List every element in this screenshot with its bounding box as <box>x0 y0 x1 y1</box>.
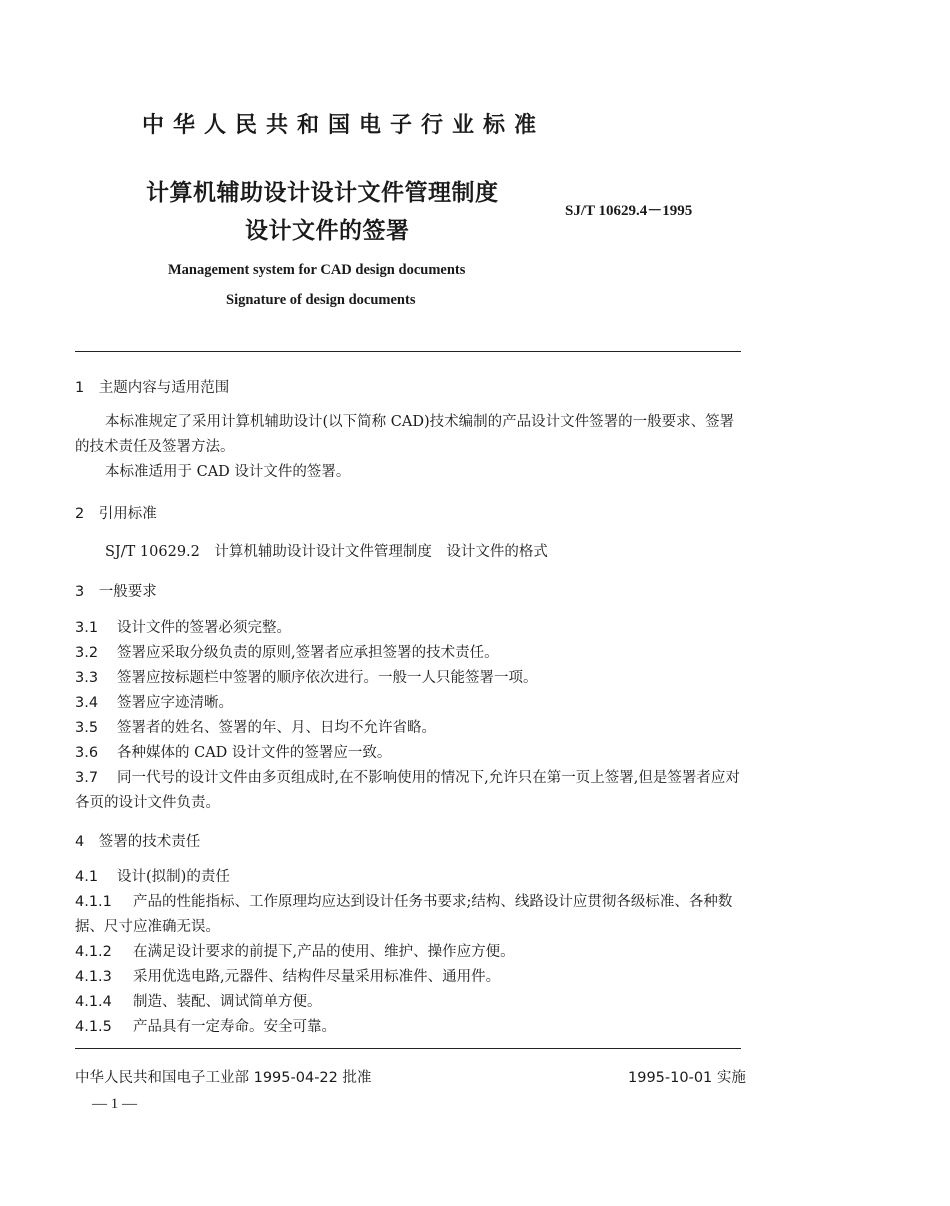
list-item <box>75 890 741 940</box>
list-item <box>75 691 741 716</box>
item-number: 4.1.5 <box>75 1019 112 1035</box>
item-number: 3.6 <box>75 745 99 761</box>
item-text: 采用优选电路,元器件、结构件尽量采用标准件、通用件。 <box>133 969 501 985</box>
section-1-heading: 1 主题内容与适用范围 <box>75 380 230 396</box>
issuing-organization: 中华人民共和国电子行业标准 <box>142 113 546 138</box>
english-title-line2: Signature of design documents <box>226 292 416 308</box>
item-text: 产品的性能指标、工作原理均应达到设计任务书要求;结构、线路设计应贯彻各级标准、各种数据、尺寸应准确无误。 <box>75 894 733 935</box>
list-item <box>75 1015 741 1040</box>
item-text: 产品具有一定寿命。安全可靠。 <box>133 1019 336 1035</box>
list-item <box>75 940 741 965</box>
item-number: 3.5 <box>75 720 99 736</box>
list-item <box>75 616 741 641</box>
list-item <box>75 965 741 990</box>
list-item <box>75 766 741 816</box>
section-3-list <box>75 616 741 816</box>
section-1-body <box>75 410 741 485</box>
list-item <box>75 666 741 691</box>
item-number: 4.1.3 <box>75 969 112 985</box>
list-item <box>75 865 741 890</box>
item-number: 4.1 <box>75 869 99 885</box>
item-number: 3.2 <box>75 645 99 661</box>
document-title-line1: 计算机辅助设计设计文件管理制度 <box>146 180 499 206</box>
section-2-heading: 2 引用标准 <box>75 506 157 522</box>
list-item <box>75 716 741 741</box>
item-text: 制造、装配、调试简单方便。 <box>133 994 322 1010</box>
item-text: 各种媒体的 CAD 设计文件的签署应一致。 <box>117 745 392 761</box>
page-number: — 1 — <box>92 1096 137 1112</box>
item-text: 签署者的姓名、签署的年、月、日均不允许省略。 <box>117 720 436 736</box>
effective-date: 1995-10-01 实施 <box>628 1070 746 1086</box>
standard-number: SJ/T 10629.4－1995 <box>565 203 693 219</box>
item-number: 4.1.1 <box>75 894 112 910</box>
footer-divider <box>75 1048 741 1049</box>
item-number: 3.1 <box>75 620 99 636</box>
item-text: 设计(拟制)的责任 <box>117 869 230 885</box>
section-1-para1: 本标准规定了采用计算机辅助设计(以下简称 CAD)技术编制的产品设计文件签署的一般要求、签署的技术责任及签署方法。 <box>75 414 735 455</box>
list-item <box>75 990 741 1015</box>
item-number: 4.1.4 <box>75 994 112 1010</box>
item-number: 3.4 <box>75 695 99 711</box>
item-text: 在满足设计要求的前提下,产品的使用、维护、操作应方便。 <box>133 944 515 960</box>
header-divider <box>75 351 741 352</box>
item-number: 3.7 <box>75 770 99 786</box>
section-1-para2: 本标准适用于 CAD 设计文件的签署。 <box>105 464 351 480</box>
section-3-heading: 3 一般要求 <box>75 584 157 600</box>
section-4-heading: 4 签署的技术责任 <box>75 834 201 850</box>
item-text: 签署应字迹清晰。 <box>117 695 233 711</box>
section-2-reference: SJ/T 10629.2 计算机辅助设计设计文件管理制度 设计文件的格式 <box>105 544 548 560</box>
item-text: 同一代号的设计文件由多页组成时,在不影响使用的情况下,允许只在第一页上签署,但是签署者应对各页的设计文件负责。 <box>75 770 740 811</box>
item-number: 4.1.2 <box>75 944 112 960</box>
document-title-line2: 设计文件的签署 <box>245 218 410 244</box>
item-number: 3.3 <box>75 670 99 686</box>
english-title-line1: Management system for CAD design documents <box>168 262 466 278</box>
item-text: 签署应采取分级负责的原则,签署者应承担签署的技术责任。 <box>117 645 499 661</box>
approval-line: 中华人民共和国电子工业部 1995-04-22 批准 <box>75 1070 372 1086</box>
list-item <box>75 741 741 766</box>
section-4-list <box>75 865 741 1040</box>
item-text: 签署应按标题栏中签署的顺序依次进行。一般一人只能签署一项。 <box>117 670 538 686</box>
list-item <box>75 641 741 666</box>
item-text: 设计文件的签署必须完整。 <box>117 620 291 636</box>
